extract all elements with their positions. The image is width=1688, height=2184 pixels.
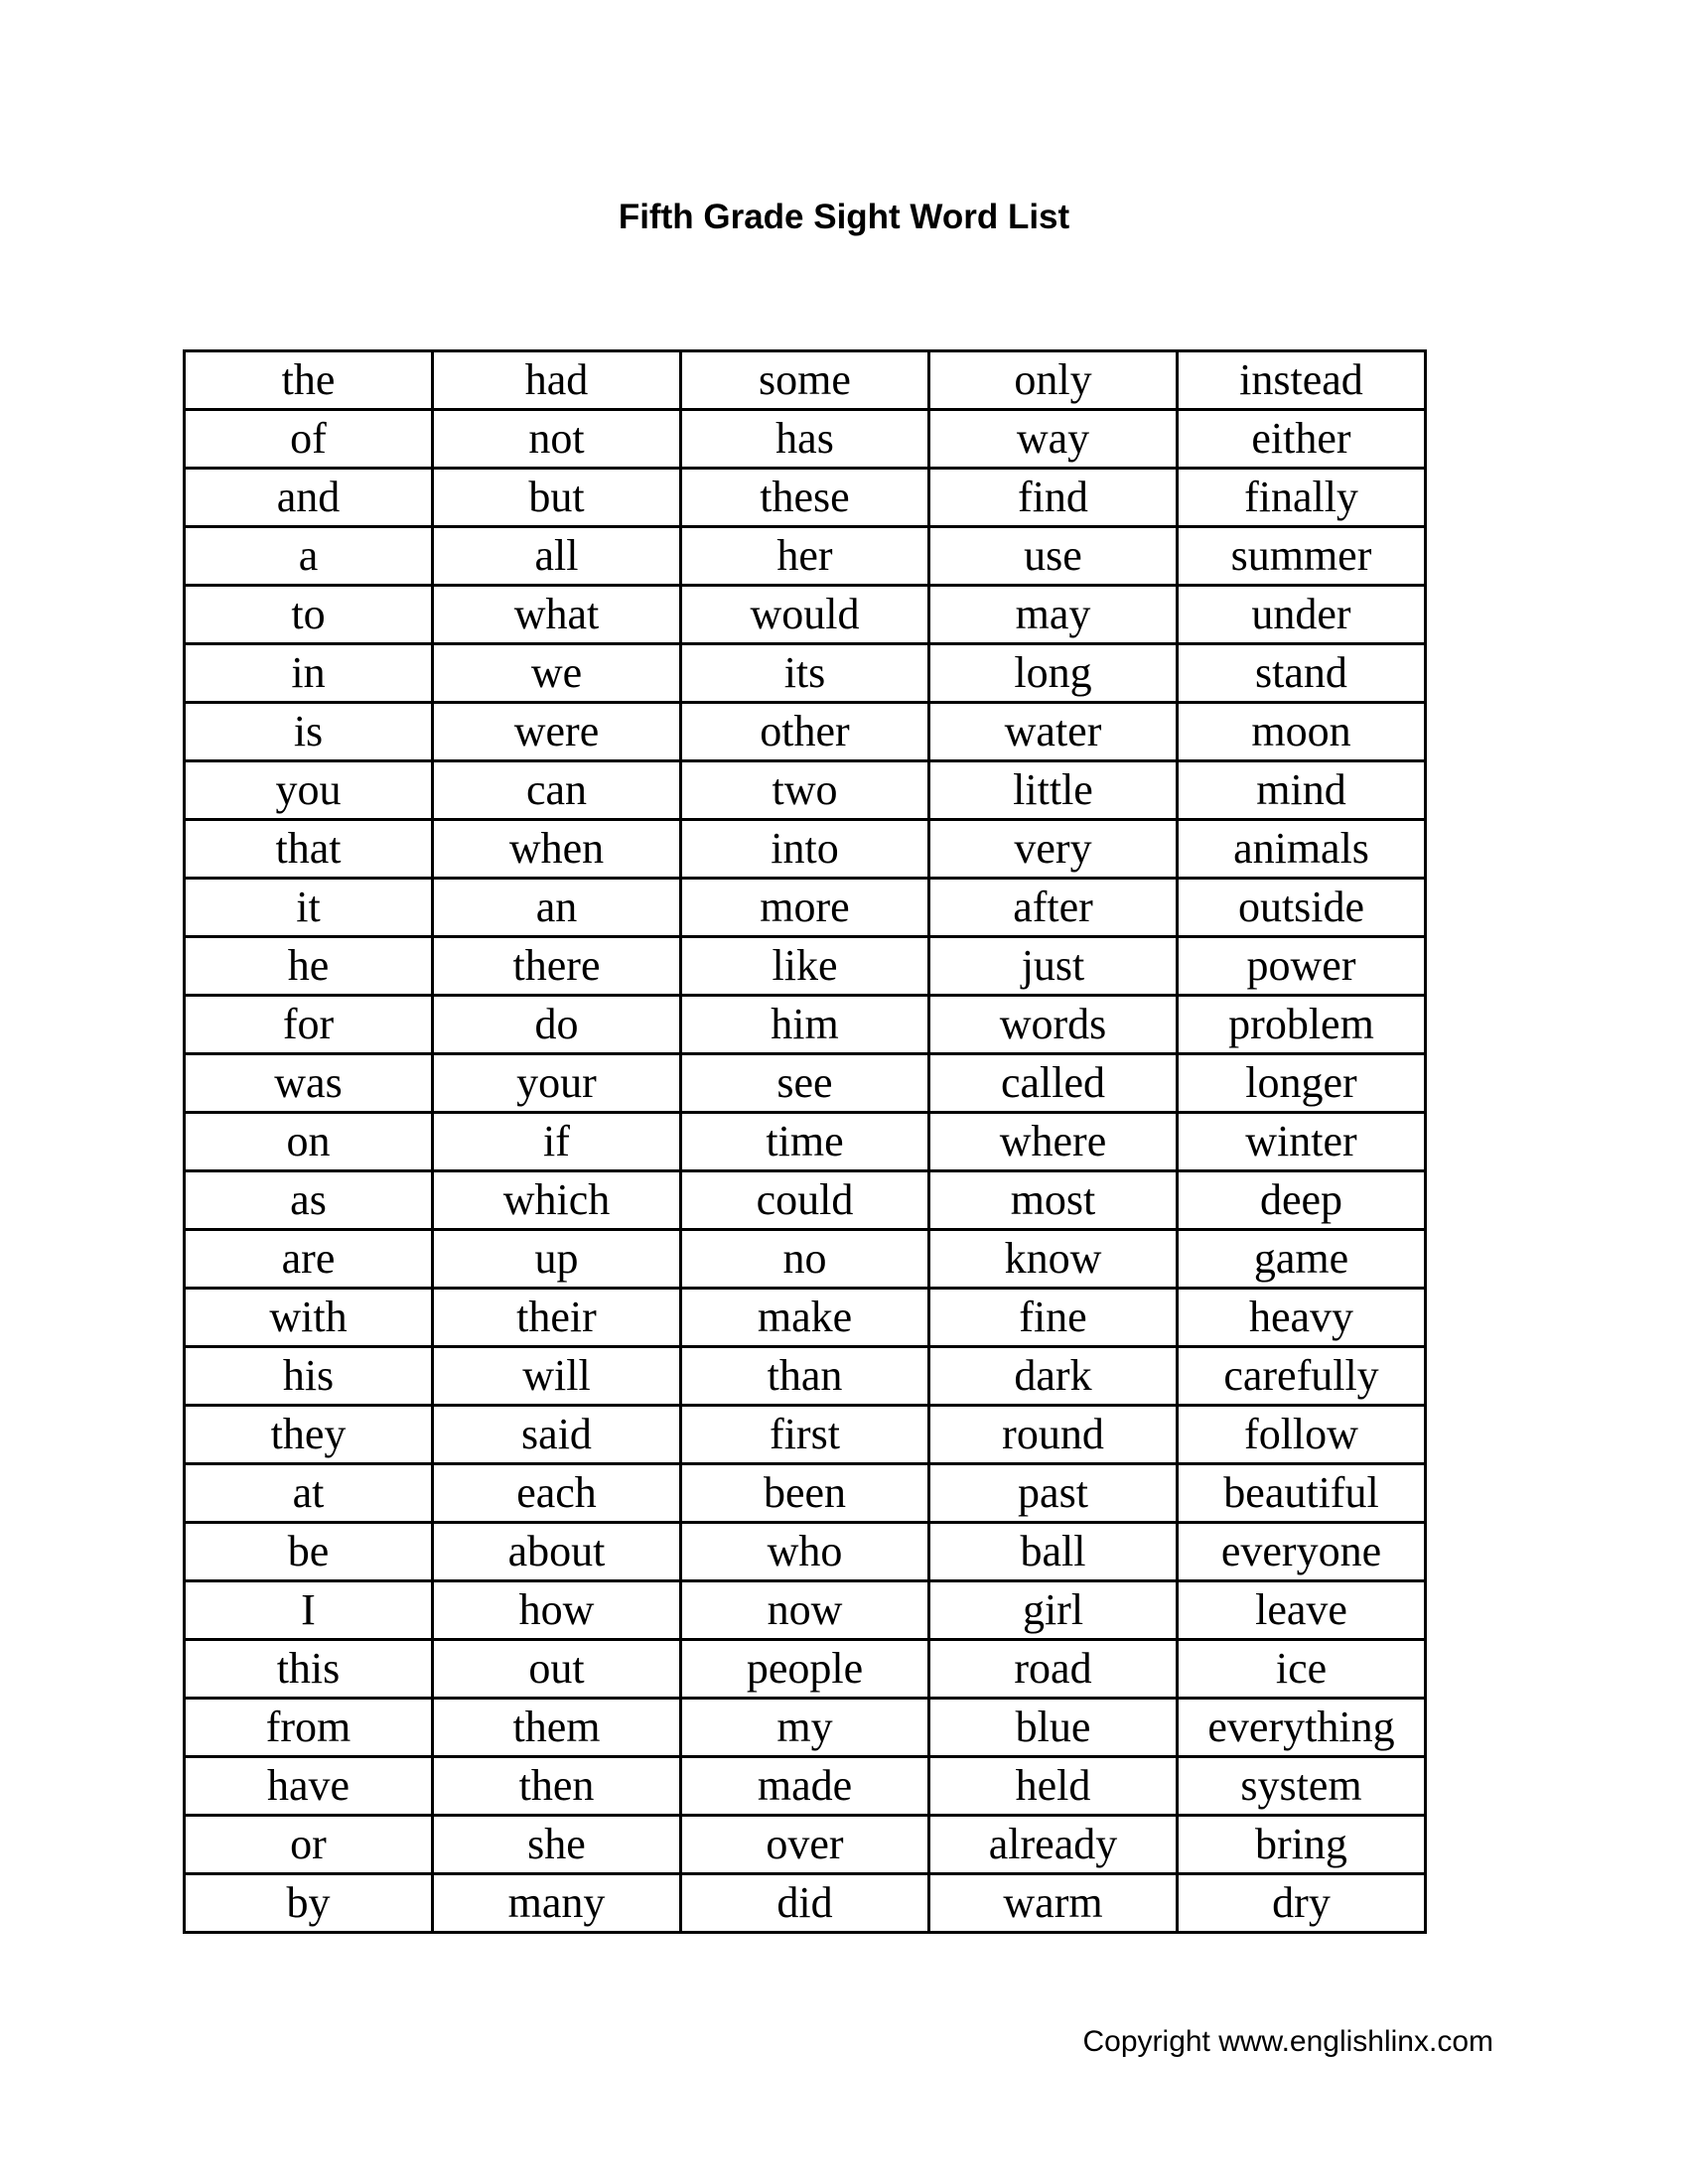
word-cell: all	[433, 527, 681, 586]
word-cell: time	[681, 1113, 929, 1171]
table-row	[185, 1816, 1426, 1874]
word-cell: him	[681, 996, 929, 1054]
word-cell: it	[185, 879, 433, 937]
word-cell: of	[185, 410, 433, 469]
word-cell: up	[433, 1230, 681, 1289]
word-cell: will	[433, 1347, 681, 1406]
word-cell: fine	[929, 1289, 1178, 1347]
word-cell: made	[681, 1757, 929, 1816]
word-cell: was	[185, 1054, 433, 1113]
word-cell: into	[681, 820, 929, 879]
word-cell: very	[929, 820, 1178, 879]
word-cell: what	[433, 586, 681, 644]
word-cell: if	[433, 1113, 681, 1171]
word-cell: carefully	[1178, 1347, 1426, 1406]
word-cell: and	[185, 469, 433, 527]
word-cell: their	[433, 1289, 681, 1347]
word-cell: with	[185, 1289, 433, 1347]
sight-word-table	[183, 349, 1427, 1934]
word-cell: most	[929, 1171, 1178, 1230]
table-row	[185, 1699, 1426, 1757]
word-cell: then	[433, 1757, 681, 1816]
word-cell: beautiful	[1178, 1464, 1426, 1523]
word-cell: only	[929, 351, 1178, 410]
word-cell: held	[929, 1757, 1178, 1816]
table-row	[185, 761, 1426, 820]
word-cell: is	[185, 703, 433, 761]
table-row	[185, 937, 1426, 996]
word-cell: when	[433, 820, 681, 879]
word-cell: no	[681, 1230, 929, 1289]
word-cell: be	[185, 1523, 433, 1581]
table-row	[185, 1757, 1426, 1816]
table-row	[185, 586, 1426, 644]
word-cell: know	[929, 1230, 1178, 1289]
word-cell: blue	[929, 1699, 1178, 1757]
word-cell: more	[681, 879, 929, 937]
word-cell: an	[433, 879, 681, 937]
word-cell: words	[929, 996, 1178, 1054]
table-row	[185, 469, 1426, 527]
word-cell: animals	[1178, 820, 1426, 879]
sight-word-table-body	[185, 351, 1426, 1933]
word-cell: has	[681, 410, 929, 469]
word-cell: in	[185, 644, 433, 703]
word-cell: for	[185, 996, 433, 1054]
word-cell: outside	[1178, 879, 1426, 937]
table-row	[185, 820, 1426, 879]
word-cell: just	[929, 937, 1178, 996]
word-cell: could	[681, 1171, 929, 1230]
word-cell: been	[681, 1464, 929, 1523]
word-cell: warm	[929, 1874, 1178, 1933]
word-cell: instead	[1178, 351, 1426, 410]
word-cell: a	[185, 527, 433, 586]
word-cell: are	[185, 1230, 433, 1289]
table-row	[185, 1171, 1426, 1230]
word-cell: that	[185, 820, 433, 879]
word-cell: you	[185, 761, 433, 820]
word-cell: his	[185, 1347, 433, 1406]
page-title: Fifth Grade Sight Word List	[618, 198, 1070, 236]
word-cell: than	[681, 1347, 929, 1406]
table-row	[185, 410, 1426, 469]
word-cell: from	[185, 1699, 433, 1757]
table-row	[185, 1406, 1426, 1464]
word-cell: deep	[1178, 1171, 1426, 1230]
word-cell: not	[433, 410, 681, 469]
word-cell: ice	[1178, 1640, 1426, 1699]
word-cell: little	[929, 761, 1178, 820]
copyright-footer: Copyright www.englishlinx.com	[1082, 2025, 1493, 2058]
word-cell: ball	[929, 1523, 1178, 1581]
word-cell: this	[185, 1640, 433, 1699]
word-cell: power	[1178, 937, 1426, 996]
word-cell: system	[1178, 1757, 1426, 1816]
word-cell: dark	[929, 1347, 1178, 1406]
table-row	[185, 1230, 1426, 1289]
word-cell: called	[929, 1054, 1178, 1113]
word-cell: now	[681, 1581, 929, 1640]
word-cell: summer	[1178, 527, 1426, 586]
word-cell: as	[185, 1171, 433, 1230]
word-cell: on	[185, 1113, 433, 1171]
word-cell: where	[929, 1113, 1178, 1171]
word-cell: road	[929, 1640, 1178, 1699]
word-cell: the	[185, 351, 433, 410]
word-cell: game	[1178, 1230, 1426, 1289]
word-cell: mind	[1178, 761, 1426, 820]
word-cell: make	[681, 1289, 929, 1347]
word-cell: problem	[1178, 996, 1426, 1054]
word-cell: but	[433, 469, 681, 527]
word-cell: she	[433, 1816, 681, 1874]
table-row	[185, 1640, 1426, 1699]
word-cell: some	[681, 351, 929, 410]
word-cell: bring	[1178, 1816, 1426, 1874]
word-cell: can	[433, 761, 681, 820]
word-cell: do	[433, 996, 681, 1054]
word-cell: under	[1178, 586, 1426, 644]
word-cell: your	[433, 1054, 681, 1113]
word-cell: leave	[1178, 1581, 1426, 1640]
word-cell: already	[929, 1816, 1178, 1874]
word-cell: them	[433, 1699, 681, 1757]
word-cell: dry	[1178, 1874, 1426, 1933]
word-cell: two	[681, 761, 929, 820]
word-cell: follow	[1178, 1406, 1426, 1464]
word-cell: longer	[1178, 1054, 1426, 1113]
word-cell: after	[929, 879, 1178, 937]
table-row	[185, 1581, 1426, 1640]
word-cell: they	[185, 1406, 433, 1464]
word-cell: he	[185, 937, 433, 996]
word-cell: way	[929, 410, 1178, 469]
word-cell: heavy	[1178, 1289, 1426, 1347]
word-cell: I	[185, 1581, 433, 1640]
word-cell: to	[185, 586, 433, 644]
word-cell: were	[433, 703, 681, 761]
word-cell: which	[433, 1171, 681, 1230]
word-cell: did	[681, 1874, 929, 1933]
table-row	[185, 644, 1426, 703]
word-cell: like	[681, 937, 929, 996]
word-cell: each	[433, 1464, 681, 1523]
word-cell: water	[929, 703, 1178, 761]
word-cell: we	[433, 644, 681, 703]
word-cell: at	[185, 1464, 433, 1523]
table-row	[185, 703, 1426, 761]
word-cell: there	[433, 937, 681, 996]
word-cell: out	[433, 1640, 681, 1699]
word-cell: my	[681, 1699, 929, 1757]
table-row	[185, 527, 1426, 586]
word-cell: have	[185, 1757, 433, 1816]
word-cell: either	[1178, 410, 1426, 469]
word-cell: use	[929, 527, 1178, 586]
word-cell: finally	[1178, 469, 1426, 527]
table-row	[185, 351, 1426, 410]
word-cell: about	[433, 1523, 681, 1581]
word-cell: how	[433, 1581, 681, 1640]
word-cell: other	[681, 703, 929, 761]
word-cell: girl	[929, 1581, 1178, 1640]
word-cell: or	[185, 1816, 433, 1874]
word-cell: its	[681, 644, 929, 703]
word-cell: everything	[1178, 1699, 1426, 1757]
word-cell: past	[929, 1464, 1178, 1523]
word-cell: by	[185, 1874, 433, 1933]
word-cell: long	[929, 644, 1178, 703]
word-cell: had	[433, 351, 681, 410]
table-row	[185, 1347, 1426, 1406]
word-cell: find	[929, 469, 1178, 527]
word-cell: said	[433, 1406, 681, 1464]
word-cell: moon	[1178, 703, 1426, 761]
word-cell: who	[681, 1523, 929, 1581]
word-cell: stand	[1178, 644, 1426, 703]
word-cell: winter	[1178, 1113, 1426, 1171]
table-row	[185, 1113, 1426, 1171]
word-cell: may	[929, 586, 1178, 644]
word-cell: round	[929, 1406, 1178, 1464]
table-row	[185, 1054, 1426, 1113]
table-row	[185, 996, 1426, 1054]
word-cell: people	[681, 1640, 929, 1699]
word-cell: would	[681, 586, 929, 644]
table-row	[185, 1289, 1426, 1347]
word-cell: first	[681, 1406, 929, 1464]
word-cell: over	[681, 1816, 929, 1874]
word-cell: everyone	[1178, 1523, 1426, 1581]
table-row	[185, 1523, 1426, 1581]
table-row	[185, 1464, 1426, 1523]
word-cell: many	[433, 1874, 681, 1933]
table-row	[185, 879, 1426, 937]
word-cell: her	[681, 527, 929, 586]
word-cell: these	[681, 469, 929, 527]
word-cell: see	[681, 1054, 929, 1113]
table-row	[185, 1874, 1426, 1933]
